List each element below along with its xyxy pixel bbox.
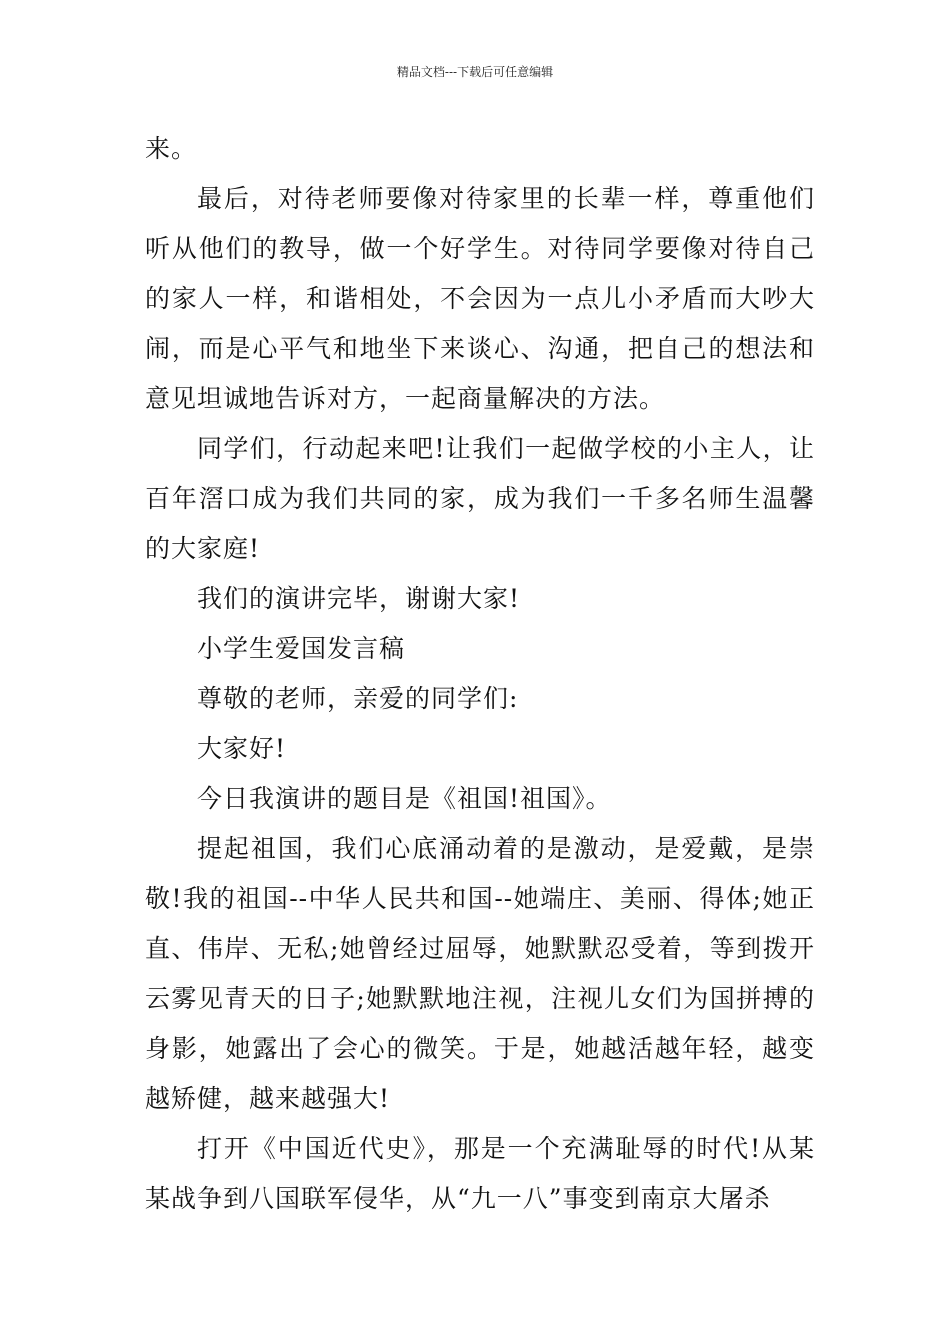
paragraph-motherland: 提起祖国，我们心底涌动着的是激动，是爱戴，是崇敬!我的祖国--中华人民共和国--她端庄、美丽、得体;她正直、伟岸、无私;她曾经过屈辱，她默默忍受着，等到拨开云雾见青天的日子;她默默地注视，注视儿女们为国拼搏的身影，她露出了会心的微笑。于是，她越活越年轻，越变越矫健，越来越强大! [145, 834, 815, 1113]
page-header: 精品文档---下载后可任意编辑 [396, 65, 554, 79]
paragraph-call-to-action: 同学们，行动起来吧!让我们一起做学校的小主人，让百年滘口成为我们共同的家，成为我们一千多名师生温馨的大家庭! [145, 434, 815, 563]
paragraph-greeting: 大家好! [197, 734, 287, 763]
document-body [145, 124, 815, 1224]
paragraph-topic: 今日我演讲的题目是《祖国!祖国》。 [197, 784, 612, 813]
paragraph-salutation: 尊敬的老师，亲爱的同学们: [197, 684, 519, 713]
section-title: 小学生爱国发言稿 [197, 634, 406, 663]
paragraph-speech-end: 我们的演讲完毕，谢谢大家! [197, 584, 521, 613]
paragraph-respect-teachers: 最后，对待老师要像对待家里的长辈一样，尊重他们听从他们的教导，做一个好学生。对待同学要像对待自己的家人一样，和谐相处，不会因为一点儿小矛盾而大吵大闹，而是心平气和地坐下来谈心、沟通，把自己的想法和意见坦诚地告诉对方，一起商量解决的方法。 [145, 184, 815, 413]
paragraph-continuation: 来。 [145, 134, 198, 163]
paragraph-modern-history: 打开《中国近代史》，那是一个充满耻辱的时代!从某某战争到八国联军侵华，从“九一八”事变到南京大屠杀 [145, 1134, 815, 1213]
